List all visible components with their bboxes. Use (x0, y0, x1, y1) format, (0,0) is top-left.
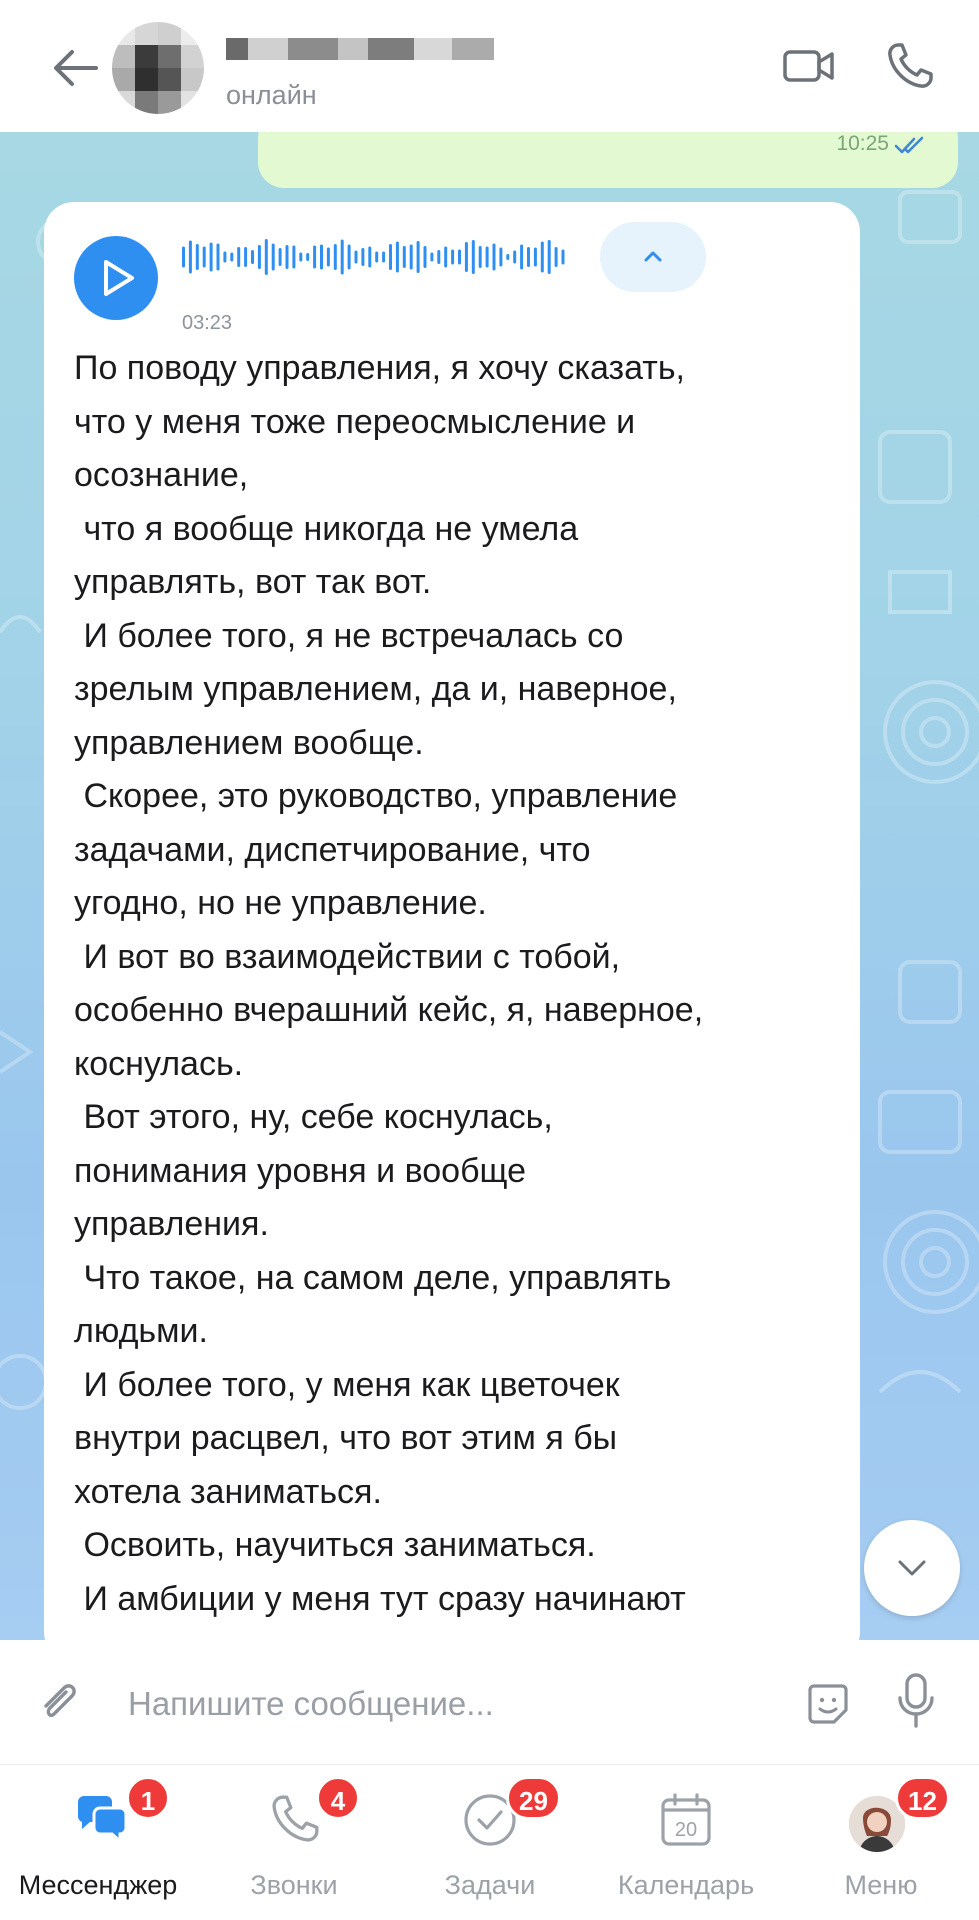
waveform-bar (417, 241, 420, 273)
video-call-icon[interactable] (782, 46, 836, 86)
waveform-bar (430, 253, 433, 262)
calendar-day-number: 20 (674, 1819, 698, 1841)
waveform-bar (403, 246, 406, 268)
waveform-bar (348, 245, 351, 270)
presence-status: онлайн (226, 80, 317, 110)
nav-item-calls[interactable] (196, 1764, 392, 1920)
waveform-bar (562, 250, 565, 265)
paperclip-icon[interactable] (36, 1678, 84, 1726)
scroll-to-bottom-button[interactable] (864, 1520, 960, 1616)
voice-waveform[interactable] (182, 236, 572, 278)
calendar-icon (660, 1792, 712, 1848)
waveform-bar (258, 245, 261, 269)
voice-transcript-text: По поводу управления, я хочу сказать, что у меня тоже переосмысление и осознание, что я вообще никогда не умела управлять, вот так вот. И более того, я не встречалась со зрелым управлением, да и, наверное, управлением вообще. Скорее, это руководство, управление задачами, диспетчирование, что угодно, но не управление. И вот во взаимодействии с тобой, особенно вчерашний кейс, я, наверное, коснулась. Вот этого, ну, себе коснулась, понимания уровня и вообще управления. Что такое, на самом деле, управлять людьми. И более того, у меня как цветочек внутри расцвел, что вот этим я бы хотела заниматься. Освоить, научиться заниматься. И амбиции у меня тут сразу начинают (74, 349, 704, 1618)
waveform-bar (292, 246, 295, 269)
message-input[interactable] (128, 1680, 688, 1728)
waveform-bar (513, 251, 516, 264)
waveform-bar (306, 253, 309, 261)
waveform-bar (203, 247, 206, 268)
waveform-bar (182, 247, 185, 268)
chat-header (0, 0, 979, 132)
waveform-bar (320, 245, 323, 270)
waveform-bar (375, 252, 378, 263)
waveform-bar (361, 248, 364, 266)
waveform-bar (244, 247, 247, 267)
outgoing-message-time: 10:25 (836, 132, 889, 155)
waveform-bar (313, 246, 316, 269)
read-double-check-icon (894, 135, 928, 155)
waveform-bar (472, 240, 475, 274)
waveform-bar (230, 253, 233, 262)
waveform-bar (458, 250, 461, 265)
waveform-bar (396, 242, 399, 273)
phone-call-icon[interactable] (884, 40, 936, 92)
waveform-bar (279, 248, 282, 266)
back-arrow-icon[interactable] (46, 40, 106, 96)
nav-item-messenger[interactable] (0, 1764, 196, 1920)
waveform-bar (286, 245, 289, 269)
waveform-bar (465, 242, 468, 272)
nav-label: Мессенджер (18, 1870, 178, 1900)
waveform-bar (189, 241, 192, 274)
chevron-down-icon (896, 1556, 928, 1580)
messenger-icon (74, 1792, 130, 1848)
chevron-up-icon (640, 246, 666, 268)
waveform-bar (548, 240, 551, 274)
microphone-icon[interactable] (896, 1672, 936, 1730)
waveform-bar (327, 248, 330, 267)
waveform-bar (527, 247, 530, 267)
waveform-bar (520, 245, 523, 270)
calls-badge: 4 (316, 1776, 360, 1820)
tasks-badge: 29 (506, 1776, 561, 1820)
contact-name-blurred[interactable] (226, 38, 494, 60)
waveform-bar (541, 242, 544, 273)
waveform-bar (555, 247, 558, 267)
waveform-bar (493, 244, 496, 271)
waveform-bar (341, 240, 344, 275)
nav-label: Задачи (444, 1870, 536, 1900)
waveform-bar (389, 244, 392, 270)
play-voice-button[interactable] (74, 236, 158, 320)
collapse-transcript-button[interactable] (600, 222, 706, 292)
waveform-bar (499, 248, 502, 267)
nav-item-tasks[interactable] (392, 1764, 588, 1920)
voice-duration: 03:23 (182, 312, 233, 334)
waveform-bar (272, 244, 275, 271)
nav-item-menu[interactable] (783, 1764, 979, 1920)
nav-label: Календарь (617, 1870, 755, 1900)
waveform-bar (382, 252, 385, 263)
sticker-icon[interactable] (806, 1682, 850, 1726)
waveform-bar (368, 247, 371, 268)
waveform-bar (437, 250, 440, 264)
waveform-bar (424, 246, 427, 268)
contact-avatar-blurred[interactable] (112, 22, 204, 114)
waveform-bar (451, 250, 454, 265)
menu-badge: 12 (895, 1776, 950, 1820)
waveform-bar (196, 244, 199, 270)
waveform-bar (534, 248, 537, 267)
waveform-bar (355, 251, 358, 264)
waveform-bar (479, 246, 482, 268)
waveform-bar (444, 247, 447, 268)
play-icon (100, 258, 136, 298)
phone-icon (268, 1792, 322, 1846)
waveform-bar (265, 239, 268, 275)
waveform-bar (223, 252, 226, 263)
waveform-bar (506, 254, 509, 260)
nav-item-calendar[interactable] (588, 1764, 784, 1920)
waveform-bar (217, 244, 220, 271)
waveform-bar (237, 247, 240, 267)
nav-label: Меню (844, 1870, 918, 1900)
waveform-bar (251, 250, 254, 264)
waveform-bar (210, 243, 213, 272)
waveform-bar (299, 253, 302, 262)
waveform-bar (410, 245, 413, 270)
waveform-bar (486, 247, 489, 268)
waveform-bar (334, 244, 337, 270)
messenger-unread-badge: 1 (126, 1776, 170, 1820)
nav-label: Звонки (250, 1870, 338, 1900)
